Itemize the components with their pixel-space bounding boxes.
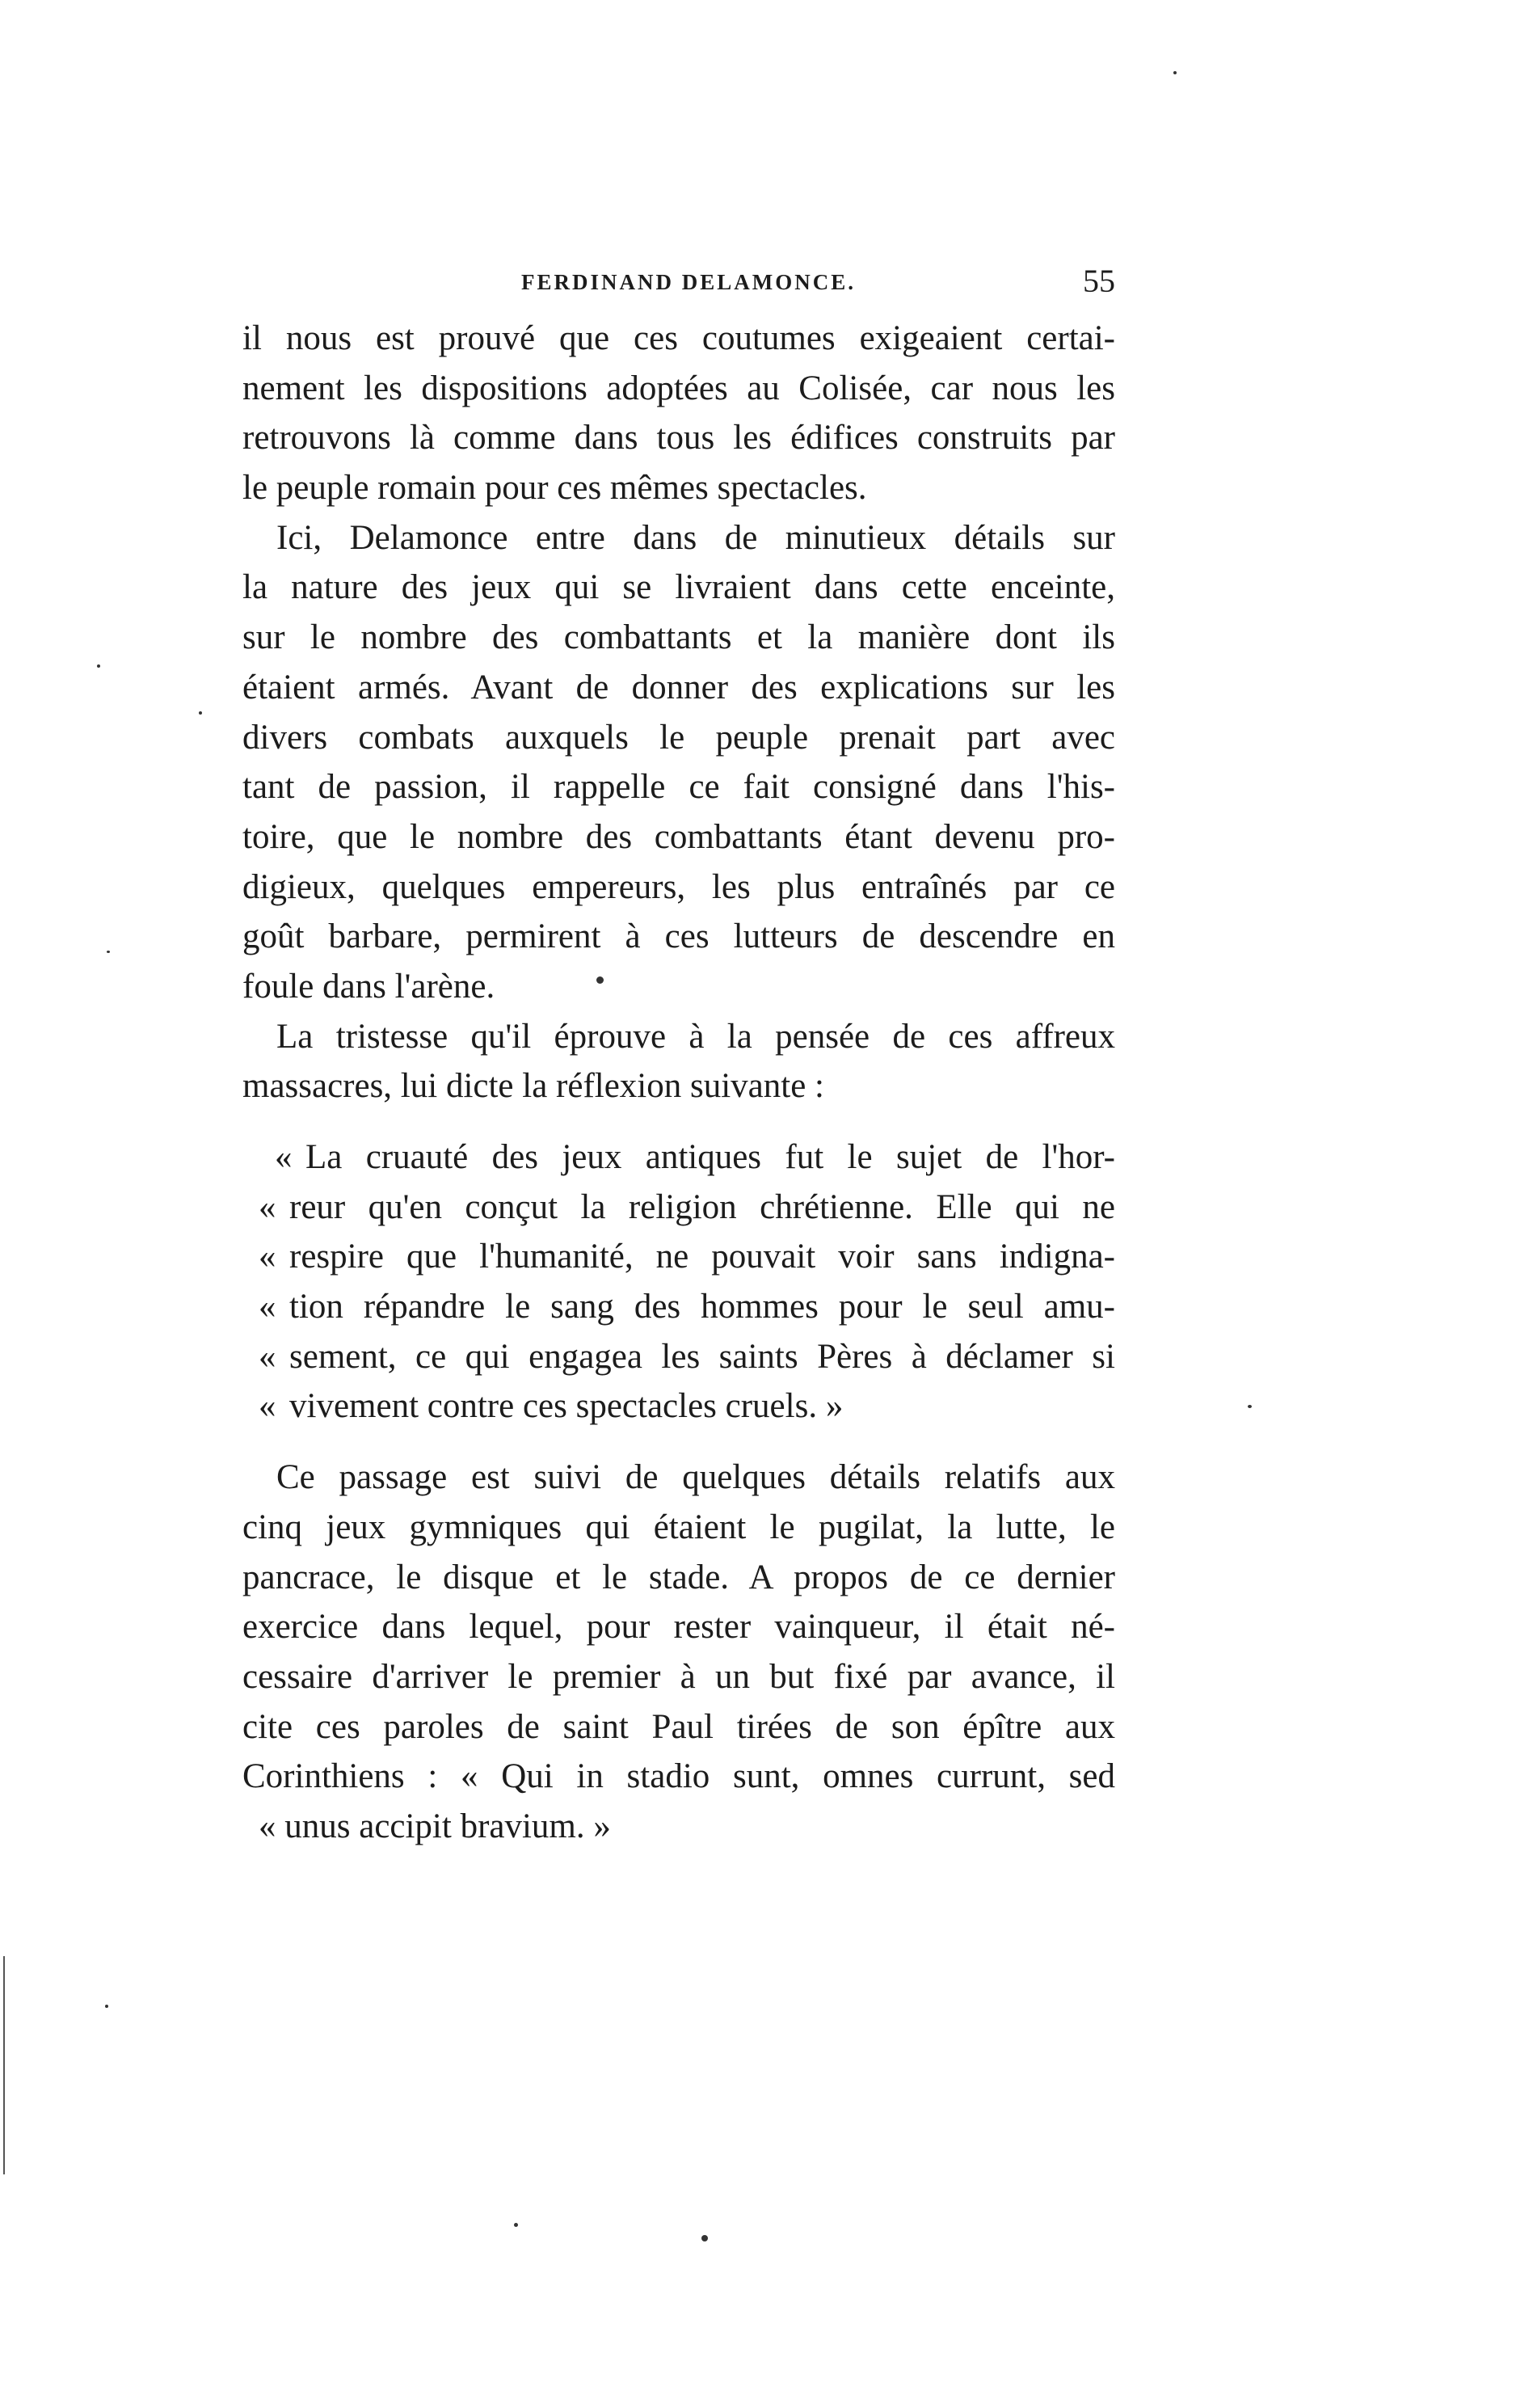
quote-line [259, 1381, 1115, 1432]
quotation-block [259, 1132, 1115, 1432]
quote-text: tion répandre le sang des hommes pour le seul amu- [289, 1288, 1115, 1326]
quote-line [259, 1232, 1115, 1282]
text-line: cessaire d'arriver le premier à un but fixé par avance, il [242, 1657, 1115, 1696]
scan-speck [107, 951, 110, 953]
guillemet: « [259, 1387, 276, 1426]
quote-text: vivement contre ces spectacles cruels. » [289, 1387, 844, 1426]
quote-line [259, 1132, 1115, 1183]
text-line: Corinthiens : « Qui in stadio sunt, omnes currunt, sed [242, 1757, 1115, 1796]
text-line: divers combats auxquels le peuple prenait part avec [242, 718, 1115, 757]
text-line: toire, que le nombre des combattants étant devenu pro- [242, 817, 1115, 856]
page-number: 55 [1083, 263, 1115, 299]
text-line: digieux, quelques empereurs, les plus entraînés par ce [242, 867, 1115, 906]
guillemet: « [259, 1238, 276, 1276]
quote-text: sement, ce qui engagea les saints Pères à déclamer si [289, 1337, 1115, 1376]
text-line: tant de passion, il rappelle ce fait consigné dans l'his- [242, 768, 1115, 807]
text-line: nement les dispositions adoptées au Colisée, car nous les [242, 369, 1115, 407]
running-title: FERDINAND DELAMONCE. [521, 270, 857, 294]
text-line: « unus accipit bravium. » [259, 1807, 611, 1845]
text-line: La tristesse qu'il éprouve à la pensée de ces affreux [276, 1017, 1115, 1056]
guillemet: « [259, 1288, 276, 1326]
text-line: sur le nombre des combattants et la manière dont ils [242, 618, 1115, 657]
quote-text: respire que l'humanité, ne pouvait voir sans indigna- [289, 1238, 1115, 1276]
quote-text: La cruauté des jeux antiques fut le sujet de l'hor- [305, 1138, 1115, 1176]
text-line: Ce passage est suivi de quelques détails relatifs aux [276, 1458, 1115, 1497]
scan-speck [105, 2005, 108, 2008]
text-line: cite ces paroles de saint Paul tirées de son épître aux [242, 1707, 1115, 1746]
paragraph-1 [242, 314, 1115, 513]
quote-line [259, 1183, 1115, 1233]
scan-speck [1173, 71, 1177, 74]
paragraph-2 [242, 513, 1115, 1012]
scan-speck [701, 2235, 708, 2241]
scan-speck [199, 711, 202, 715]
running-head [242, 263, 1115, 307]
scan-speck [97, 664, 100, 668]
quote-line [259, 1282, 1115, 1332]
text-line: goût barbare, permirent à ces lutteurs de descendre en [242, 917, 1115, 956]
guillemet: « [275, 1138, 293, 1176]
text-line: massacres, lui dicte la réflexion suivante : [242, 1067, 824, 1106]
text-line: Ici, Delamonce entre dans de minutieux détails sur [276, 518, 1115, 557]
scan-speck [596, 976, 604, 984]
quote-text: reur qu'en conçut la religion chrétienne. Elle qui ne [289, 1187, 1115, 1226]
text-line: cinq jeux gymniques qui étaient le pugilat, la lutte, le [242, 1508, 1115, 1546]
text-line: foule dans l'arène. [242, 967, 495, 1006]
scan-speck [514, 2223, 518, 2227]
guillemet: « [259, 1187, 276, 1226]
quote-line [259, 1332, 1115, 1382]
text-line: exercice dans lequel, pour rester vainqueur, il était né- [242, 1608, 1115, 1647]
text-line: le peuple romain pour ces mêmes spectacles. [242, 469, 867, 508]
body-text [242, 314, 1115, 1852]
text-line: pancrace, le disque et le stade. A propos de ce dernier [242, 1558, 1115, 1596]
scan-speck [1248, 1405, 1252, 1408]
text-line: il nous est prouvé que ces coutumes exigeaient certai- [242, 319, 1115, 357]
paragraph-3 [242, 1012, 1115, 1111]
text-line: la nature des jeux qui se livraient dans cette enceinte, [242, 568, 1115, 607]
text-line: étaient armés. Avant de donner des explications sur les [242, 668, 1115, 706]
margin-rule [3, 1956, 5, 2174]
text-line: retrouvons là comme dans tous les édifices construits par [242, 419, 1115, 458]
guillemet: « [259, 1337, 276, 1376]
paragraph-4 [242, 1453, 1115, 1852]
